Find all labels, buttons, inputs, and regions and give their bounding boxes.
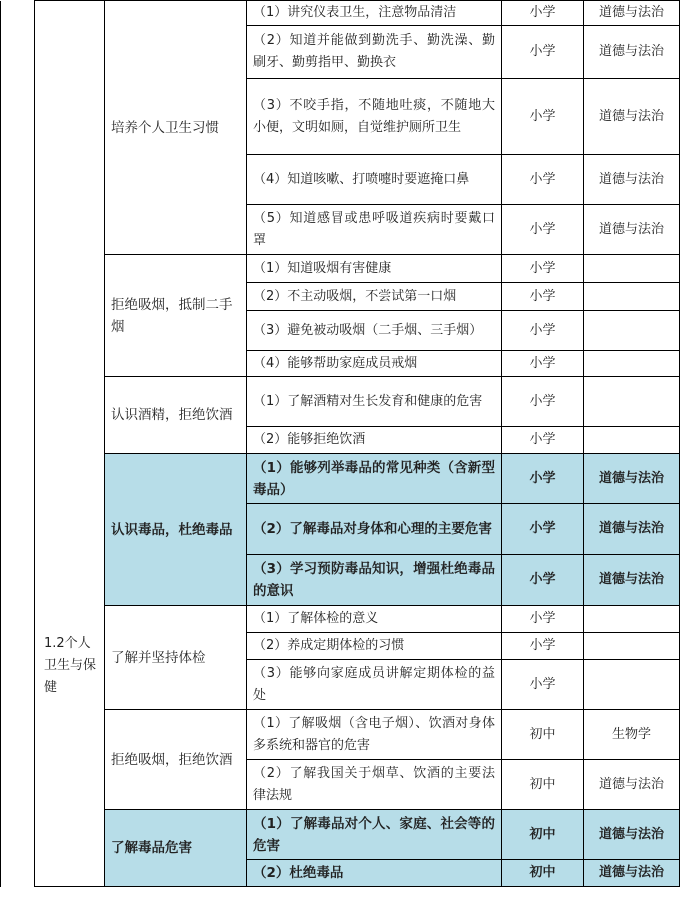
subject-cell: 道德与法治 (584, 760, 680, 810)
content-cell: （1）讲究仪表卫生，注意物品清洁 (247, 1, 502, 26)
content-cell: （1）了解毒品对个人、家庭、社会等的危害 (247, 810, 502, 860)
level-cell: 小学 (502, 255, 584, 283)
content-cell: （2）能够拒绝饮酒 (247, 427, 502, 454)
level-cell: 小学 (502, 427, 584, 454)
subject-cell: 道德与法治 (584, 860, 680, 887)
content-cell: （2）杜绝毒品 (247, 860, 502, 887)
level-cell: 初中 (502, 810, 584, 860)
content-cell: （1）了解酒精对生长发育和健康的危害 (247, 377, 502, 427)
content-cell: （2）了解毒品对身体和心理的主要危害 (247, 504, 502, 555)
level-cell: 小学 (502, 606, 584, 633)
topic-cell: 拒绝吸烟，抵制二手烟 (105, 255, 247, 377)
level-cell: 初中 (502, 710, 584, 760)
level-cell: 小学 (502, 205, 584, 255)
content-cell: （1）知道吸烟有害健康 (247, 255, 502, 283)
margin-cell (1, 1, 35, 887)
level-cell: 小学 (502, 660, 584, 710)
subject-cell (584, 377, 680, 427)
subject-cell (584, 606, 680, 633)
content-cell: （3）避免被动吸烟（二手烟、三手烟） (247, 311, 502, 351)
subject-cell (584, 283, 680, 311)
subject-cell (584, 633, 680, 660)
subject-cell: 道德与法治 (584, 454, 680, 504)
topic-cell: 了解毒品危害 (105, 810, 247, 887)
content-cell: （3）能够向家庭成员讲解定期体检的益处 (247, 660, 502, 710)
level-cell: 小学 (502, 1, 584, 26)
subject-cell: 道德与法治 (584, 504, 680, 555)
level-cell: 初中 (502, 860, 584, 887)
subject-cell: 道德与法治 (584, 555, 680, 606)
content-cell: （4）知道咳嗽、打喷嚏时要遮掩口鼻 (247, 155, 502, 205)
subject-cell: 道德与法治 (584, 810, 680, 860)
subject-cell (584, 311, 680, 351)
subject-cell (584, 255, 680, 283)
level-cell: 初中 (502, 760, 584, 810)
topic-cell: 培养个人卫生习惯 (105, 1, 247, 255)
table-row (1, 1, 680, 26)
subject-cell: 道德与法治 (584, 1, 680, 26)
subject-cell (584, 427, 680, 454)
subject-cell: 道德与法治 (584, 26, 680, 79)
subject-cell (584, 351, 680, 377)
section-label: 1.2个人卫生与保健 (44, 636, 97, 695)
level-cell: 小学 (502, 377, 584, 427)
content-cell: （2）了解我国关于烟草、饮酒的主要法律法规 (247, 760, 502, 810)
level-cell: 小学 (502, 79, 584, 155)
topic-cell: 了解并坚持体检 (105, 606, 247, 710)
content-cell: （1）了解体检的意义 (247, 606, 502, 633)
content-cell: （3）学习预防毒品知识，增强杜绝毒品的意识 (247, 555, 502, 606)
content-cell: （2）养成定期体检的习惯 (247, 633, 502, 660)
level-cell: 小学 (502, 504, 584, 555)
topic-cell: 拒绝吸烟，拒绝饮酒 (105, 710, 247, 810)
subject-cell: 道德与法治 (584, 205, 680, 255)
level-cell: 小学 (502, 311, 584, 351)
content-cell: （2）不主动吸烟，不尝试第一口烟 (247, 283, 502, 311)
subject-cell (584, 660, 680, 710)
content-cell: （1）了解吸烟（含电子烟）、饮酒对身体多系统和器官的危害 (247, 710, 502, 760)
level-cell: 小学 (502, 283, 584, 311)
content-cell: （3）不咬手指，不随地吐痰，不随地大小便，文明如厕，自觉维护厕所卫生 (247, 79, 502, 155)
topic-cell: 认识毒品，杜绝毒品 (105, 454, 247, 606)
table-body (1, 1, 680, 887)
subject-cell: 生物学 (584, 710, 680, 760)
level-cell: 小学 (502, 454, 584, 504)
level-cell: 小学 (502, 351, 584, 377)
content-cell: （4）能够帮助家庭成员戒烟 (247, 351, 502, 377)
content-cell: （5）知道感冒或患呼吸道疾病时要戴口罩 (247, 205, 502, 255)
content-cell: （2）知道并能做到勤洗手、勤洗澡、勤刷牙、勤剪指甲、勤换衣 (247, 26, 502, 79)
level-cell: 小学 (502, 26, 584, 79)
subject-cell: 道德与法治 (584, 79, 680, 155)
level-cell: 小学 (502, 555, 584, 606)
topic-cell: 认识酒精，拒绝饮酒 (105, 377, 247, 454)
subject-cell: 道德与法治 (584, 155, 680, 205)
level-cell: 小学 (502, 155, 584, 205)
section-cell (35, 1, 105, 887)
level-cell: 小学 (502, 633, 584, 660)
content-cell: （1）能够列举毒品的常见种类（含新型毒品） (247, 454, 502, 504)
